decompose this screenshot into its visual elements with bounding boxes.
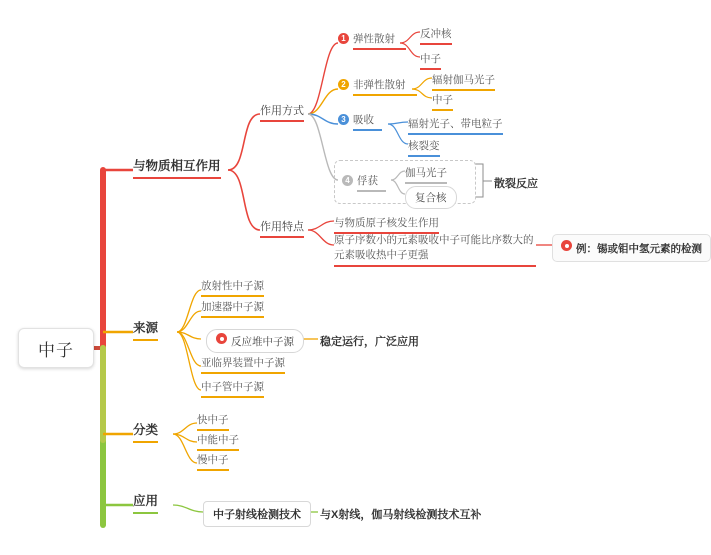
node-reactor-source[interactable] [206,329,304,353]
node-gamma-photon[interactable] [405,165,447,186]
branch-source-label: 来源 [133,321,159,335]
node-underline [353,129,382,131]
node-elastic-label: 弹性散射 [353,33,395,45]
node-underline [353,94,417,96]
node-slow-neutron[interactable] [197,452,229,473]
node-inelastic-scattering[interactable] [338,77,417,98]
node-absorption-detail-label: 原子序数小的元素吸收中子可能比序数大的元素吸收热中子更强 [334,234,534,261]
node-neutron-radiography[interactable] [203,501,311,527]
branch-interaction-label: 与物质相互作用 [133,159,221,173]
node-fast-neutron-label: 快中子 [197,414,229,426]
branch-application[interactable] [133,491,158,517]
node-subcritical-source-label: 亚临界装置中子源 [201,357,285,369]
node-underline [405,182,447,184]
node-absorption-label: 吸收 [353,114,374,126]
branch-underline [133,339,158,341]
node-neutron-elastic[interactable] [420,51,441,72]
node-fission-label: 核裂变 [408,140,440,152]
node-underline [432,109,453,111]
node-gamma-radiation[interactable] [432,72,495,93]
node-underline [408,155,440,157]
summary-ndt[interactable] [320,506,481,522]
node-radioactive-source-label: 放射性中子源 [201,280,264,292]
node-underline [408,133,503,135]
branch-classify[interactable] [133,420,158,446]
summary-reactor-source-label: 稳定运行，广泛应用 [320,336,419,348]
node-inelastic-label: 非弹性散射 [353,79,406,91]
node-neutron-tube-source-label: 中子管中子源 [201,381,264,393]
node-interaction-feature[interactable] [260,218,304,240]
branch-source[interactable] [133,318,158,344]
node-slow-neutron-label: 慢中子 [197,454,229,466]
node-capture-label: 俘获 [357,175,378,187]
node-accelerator-source[interactable] [201,299,264,320]
node-underline [201,396,264,398]
node-accelerator-source-label: 加速器中子源 [201,301,264,313]
node-interaction-mode-label: 作用方式 [260,105,304,117]
summary-reactor-source[interactable] [320,333,419,349]
number-1-icon: 1 [338,33,349,44]
node-interaction-mode[interactable] [260,102,304,124]
node-elastic-scattering[interactable] [338,31,406,52]
node-reactor-source-label: 反应堆中子源 [231,336,294,348]
node-interact-with-nucleus-label: 与物质原子核发生作用 [334,217,439,229]
node-underline [420,68,441,70]
node-neutron-inelastic[interactable] [432,92,453,113]
node-fission[interactable] [408,138,440,159]
info-dot-icon [561,240,572,251]
node-compound-nucleus[interactable] [405,186,457,209]
node-photon-charged-particles[interactable] [408,116,503,137]
node-epithermal-neutron[interactable] [197,432,239,453]
node-underline [197,449,239,451]
node-recoil-nucleus[interactable] [420,26,452,47]
number-2-icon: 2 [338,79,349,90]
node-underline [201,372,285,374]
branch-classify-label: 分类 [133,423,159,437]
summary-spallation-label: 散裂反应 [494,178,538,190]
summary-ndt-label: 与X射线，伽马射线检测技术互补 [320,509,482,521]
node-subcritical-source[interactable] [201,355,285,376]
node-neutron-tube-source[interactable] [201,379,264,400]
branch-underline [133,177,221,179]
node-gamma-radiation-label: 辐射伽马光子 [432,74,495,86]
number-3-icon: 3 [338,114,349,125]
node-neutron-elastic-label: 中子 [420,53,441,65]
node-absorption[interactable] [338,112,382,133]
node-underline [334,265,536,267]
root-label: 中子 [38,340,74,360]
node-capture[interactable] [342,173,386,194]
summary-spallation[interactable] [494,175,538,191]
branch-underline [133,441,158,443]
node-underline [357,190,386,192]
node-recoil-nucleus-label: 反冲核 [420,28,452,40]
branch-underline [133,512,158,514]
branch-application-label: 应用 [133,494,159,508]
branch-interaction[interactable] [133,156,221,182]
node-neutron-inelastic-label: 中子 [432,94,453,106]
node-radioactive-source[interactable] [201,278,264,299]
note-example-label: 例：锡或钼中氢元素的检测 [576,243,702,255]
node-underline [420,43,452,45]
node-neutron-radiography-label: 中子射线检测技术 [213,509,301,521]
node-underline [353,48,406,50]
node-underline [260,120,304,122]
node-gamma-photon-label: 伽马光子 [405,167,447,179]
note-example-detection[interactable] [552,234,711,262]
node-underline [260,236,304,238]
node-interaction-feature-label: 作用特点 [260,221,304,233]
node-fast-neutron[interactable] [197,412,229,433]
node-underline [197,429,229,431]
node-photon-charged-label: 辐射光子、带电粒子 [408,118,503,130]
node-underline [201,295,264,297]
node-compound-nucleus-label: 复合核 [415,192,447,204]
highlight-dot-icon [216,333,227,344]
root-node[interactable] [18,328,94,368]
number-4-icon: 4 [342,175,353,186]
node-absorption-detail[interactable] [334,233,536,269]
node-underline [432,89,495,91]
node-underline [201,316,264,318]
node-epithermal-neutron-label: 中能中子 [197,434,239,446]
node-underline [197,469,229,471]
